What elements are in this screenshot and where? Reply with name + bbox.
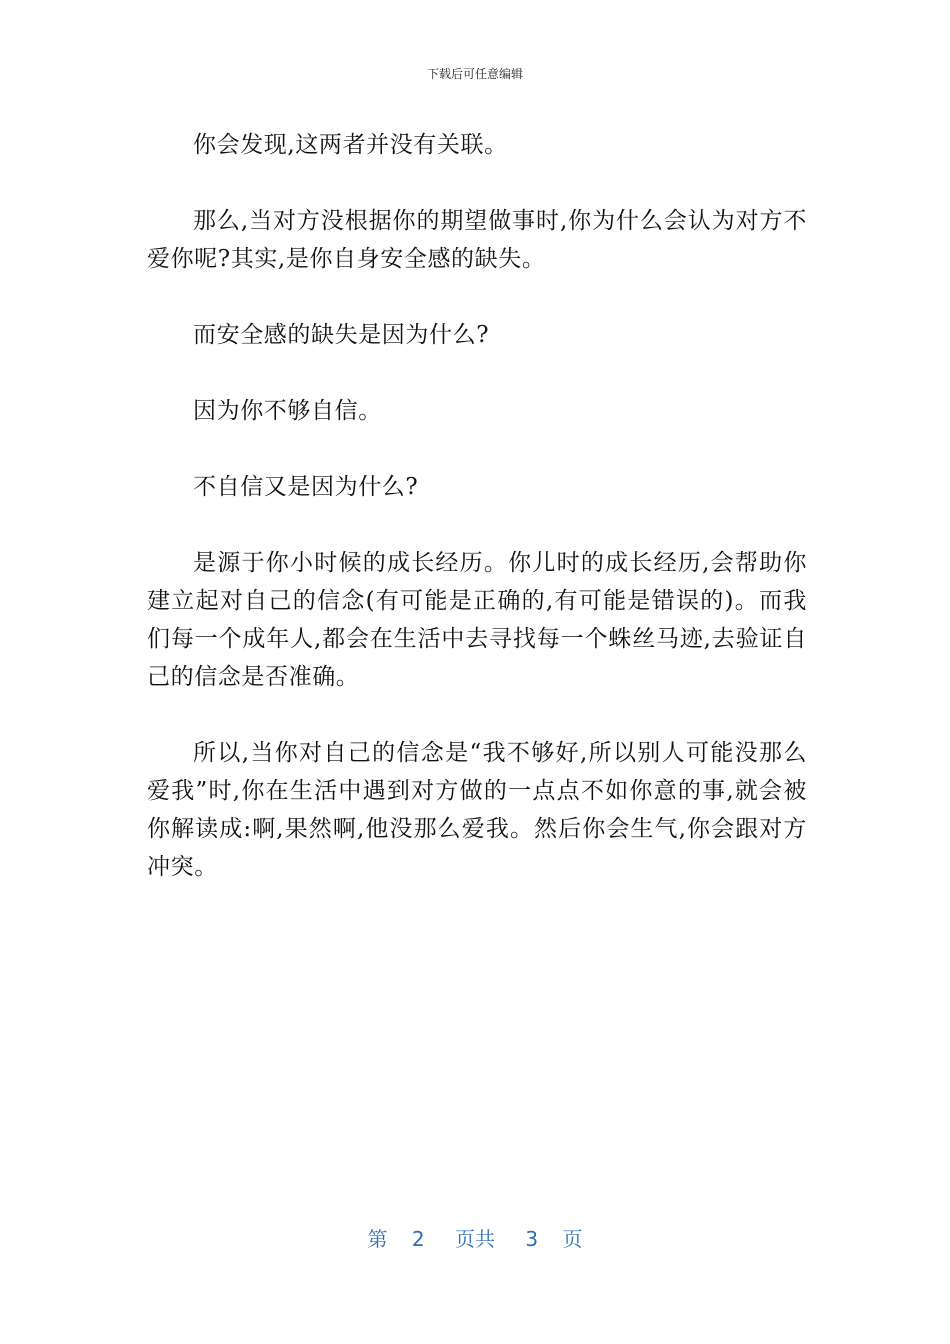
paragraph: 你会发现,这两者并没有关联。 <box>193 132 508 158</box>
page-number-footer <box>0 1226 950 1252</box>
total-pages-number: 3 <box>525 1227 539 1251</box>
paragraph: 是源于你小时候的成长经历。你儿时的成长经历,会帮助你建立起对自己的信念(有可能是正确的,有可能是错误的)。而我们每一个成年人,都会在生活中去寻找每一个蛛丝马迹,去验证自己的信念是否准确。 <box>147 550 807 690</box>
paragraph: 所以,当你对自己的信念是“我不够好,所以别人可能没那么爱我”时,你在生活中遇到对方做的一点点不如你意的事,就会被你解读成:啊,果然啊,他没那么爱我。然后你会生气,你会跟对方冲突。 <box>147 740 807 880</box>
paragraph: 不自信又是因为什么? <box>193 474 419 500</box>
footer-middle: 页共 <box>455 1227 495 1251</box>
current-page-number: 2 <box>411 1227 425 1251</box>
page-header-note: 下载后可任意编辑 <box>426 67 523 81</box>
paragraph: 因为你不够自信。 <box>193 398 382 424</box>
document-body <box>147 126 807 886</box>
footer-suffix: 页 <box>562 1227 583 1251</box>
paragraph: 而安全感的缺失是因为什么? <box>193 322 490 348</box>
footer-prefix: 第 <box>367 1227 388 1251</box>
paragraph: 那么,当对方没根据你的期望做事时,你为什么会认为对方不爱你呢?其实,是你自身安全感的缺失。 <box>147 208 807 272</box>
